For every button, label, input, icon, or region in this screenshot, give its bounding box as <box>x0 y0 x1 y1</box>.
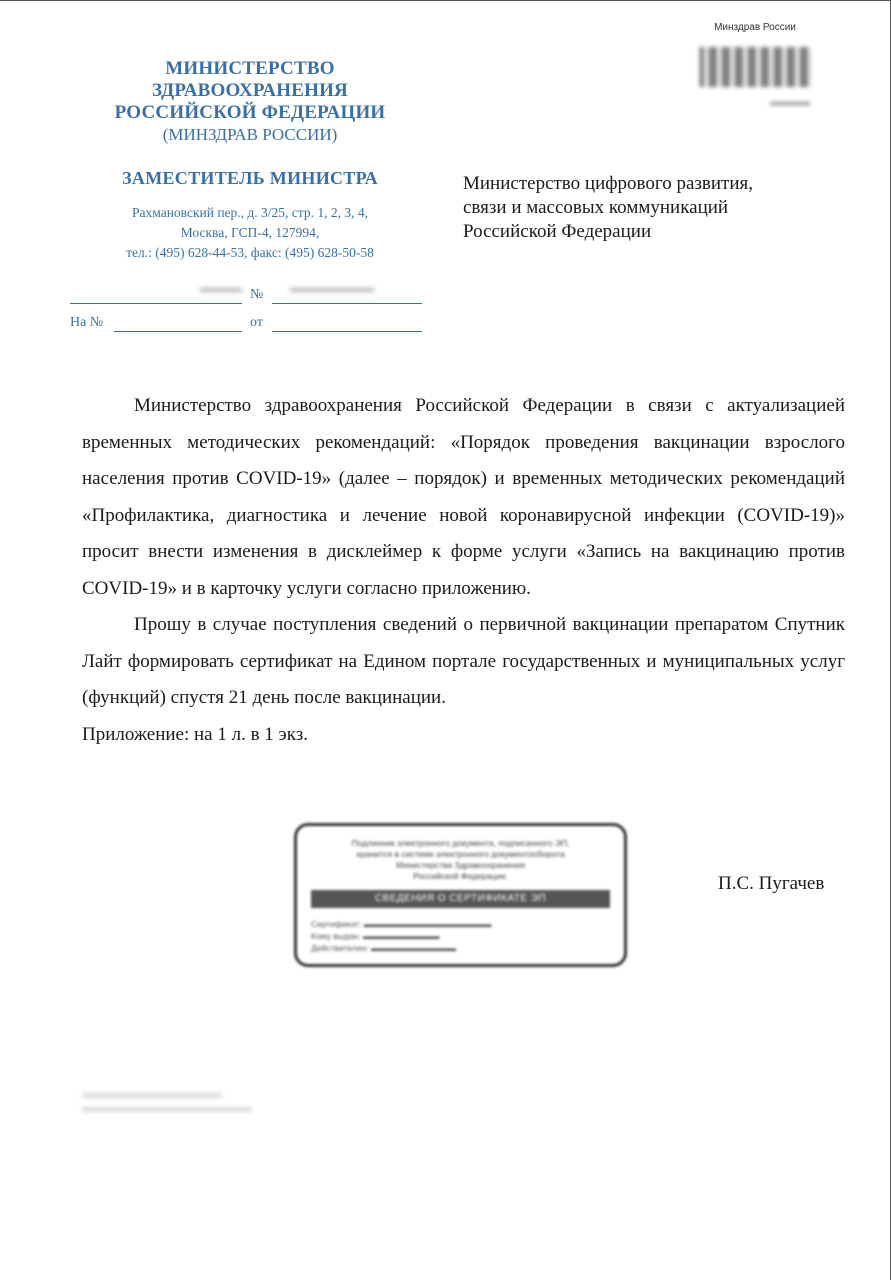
recipient-line-1: Министерство цифрового развития, <box>463 173 753 194</box>
electronic-signature-stamp <box>294 823 627 967</box>
date-value-blurred: ▬▬▬ <box>200 281 242 296</box>
ref-number-line <box>114 331 242 332</box>
esig-text-line-3: Министерства Здравоохранения <box>396 860 525 870</box>
date-line <box>70 303 242 304</box>
attachment-note: Приложение: на 1 л. в 1 экз. <box>82 723 308 745</box>
esig-text-line-4: Российской Федерации. <box>413 871 508 881</box>
esig-text-line-2: хранится в системе электронного документооборота <box>356 849 565 859</box>
esig-text-line-1: Подлинник электронного документа, подписанного ЭП, <box>351 838 570 848</box>
letterhead-deputy-title: ЗАМЕСТИТЕЛЬ МИНИСТРА <box>122 168 378 188</box>
number-value-blurred: ▬▬▬▬▬▬ <box>290 281 374 296</box>
from-label: от <box>250 315 263 330</box>
body-paragraph-1: Министерство здравоохранения Российской Федерации в связи с актуализацией временных методических рекомендаций: «Порядок проведения вакцинации взрослого населения против COVID-19» (далее – порядок) и временных методических рекомендаций «Профилактика, диагностика и лечение новой коронавирусной инфекции (COVID-19)» просит внести изменения в дисклеймер к форме услуги «Запись на вакцинацию против COVID-19» и в карточку услуги согласно приложению. <box>82 395 845 599</box>
esig-details <box>311 918 624 954</box>
from-date-line <box>272 331 422 332</box>
page-top-border <box>0 0 891 1</box>
body-paragraph-2: Прошу в случае поступления сведений о первичной вакцинации препаратом Спутник Лайт формировать сертификат на Едином портале государственных и муниципальных услуг (функций) спустя 21 день после вакцинации. <box>82 614 845 708</box>
recipient-line-2: связи и массовых коммуникаций <box>463 197 729 218</box>
registration-stamp <box>700 22 810 108</box>
signer-name: П.С. Пугачев <box>718 873 825 894</box>
letterhead-line-1: МИНИСТЕРСТВО <box>165 58 335 79</box>
recipient-line-3: Российской Федерации <box>463 221 652 242</box>
barcode <box>700 47 812 87</box>
barcode-number-blurred: ▬▬▬▬ <box>770 97 810 108</box>
letterhead-line-2: ЗДРАВООХРАНЕНИЯ <box>152 80 348 101</box>
number-label: № <box>250 287 264 302</box>
letter-body <box>82 388 845 753</box>
ref-number-label: На № <box>70 315 104 330</box>
address-line-1: Рахмановский пер., д. 3/25, стр. 1, 2, 3, 4, <box>132 205 368 220</box>
esig-cert-row: Сертификат: ▬▬▬▬▬▬▬▬▬▬▬▬▬▬▬ <box>311 919 492 929</box>
letterhead-address <box>60 203 440 263</box>
letterhead <box>60 58 440 263</box>
address-line-2: Москва, ГСП-4, 127994, <box>180 225 320 240</box>
esig-description <box>297 838 624 882</box>
letterhead-line-4: (МИНЗДРАВ РОССИИ) <box>162 125 338 144</box>
executor-info-blurred: ▬▬▬▬▬▬▬▬▬▬▬▬▬▬ ▬▬▬▬▬▬▬▬▬▬▬▬▬▬▬▬▬ <box>82 1089 252 1114</box>
number-line <box>272 303 422 304</box>
stamp-title: Минздрав России <box>714 22 796 33</box>
recipient <box>463 172 823 244</box>
esig-header: СВЕДЕНИЯ О СЕРТИФИКАТЕ ЭП <box>311 890 610 908</box>
letterhead-line-3: РОССИЙСКОЙ ФЕДЕРАЦИИ <box>114 102 386 123</box>
esig-valid-row: Действителен: ▬▬▬▬▬▬▬▬▬▬ <box>311 943 456 953</box>
esig-owner-row: Кому выдан: ▬▬▬▬▬▬▬▬▬ <box>311 931 440 941</box>
address-line-3: тел.: (495) 628-44-53, факс: (495) 628-50-58 <box>126 245 374 260</box>
